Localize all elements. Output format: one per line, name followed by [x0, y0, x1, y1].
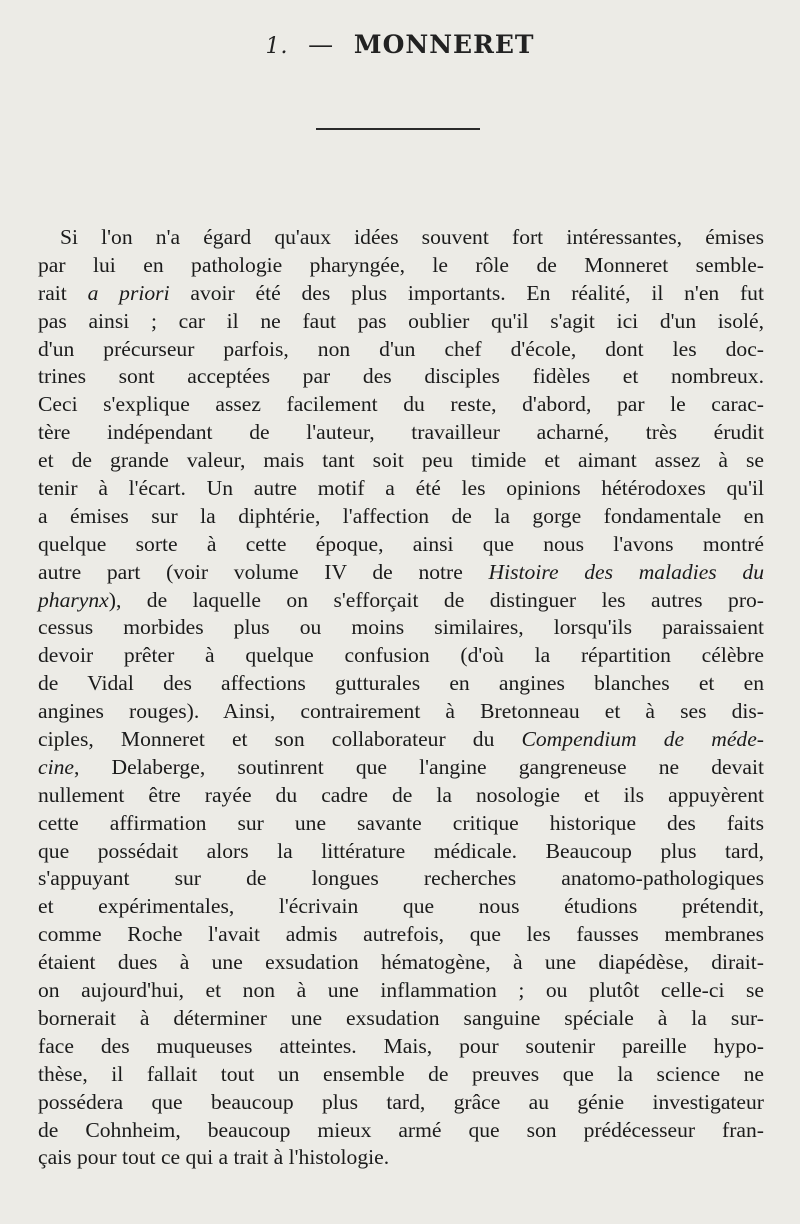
text-line	[38, 1117, 764, 1145]
italic-segment: Compendium de méde-	[521, 727, 765, 752]
text-segment: angines rouges). Ainsi, contrairement à Bretonneau et à ses dis-	[38, 699, 764, 724]
text-line	[38, 363, 764, 391]
text-segment: devoir prêter à quelque confusion (d'où la répartition célèbre	[38, 643, 764, 668]
separator-rule	[316, 128, 480, 130]
text-segment: et de grande valeur, mais tant soit peu timide et aimant assez à se	[38, 448, 764, 473]
chapter-title: MONNERET	[353, 30, 535, 59]
text-line	[38, 503, 764, 531]
text-segment: bornerait à déterminer une exsudation sanguine spéciale à la sur-	[38, 1005, 764, 1030]
text-segment: avoir été des plus importants. En réalité, il n'en fut	[169, 280, 764, 305]
text-line	[38, 893, 764, 921]
text-line	[38, 308, 764, 336]
text-line	[38, 838, 764, 866]
text-line	[38, 949, 764, 977]
text-line	[38, 865, 764, 893]
text-segment: ciples, Monneret et son collaborateur du	[38, 727, 522, 752]
text-line	[38, 280, 764, 308]
text-line	[38, 475, 764, 503]
text-line	[38, 224, 764, 252]
text-line	[38, 726, 764, 754]
text-line	[38, 614, 764, 642]
text-line	[38, 391, 764, 419]
text-line	[38, 587, 764, 615]
heading-dash: —	[308, 30, 335, 59]
text-segment: étaient dues à une exsudation hématogène, à une diapédèse, dirait-	[38, 950, 764, 975]
text-line	[38, 698, 764, 726]
text-segment: autre part (voir volume IV de notre	[38, 559, 489, 584]
text-segment: tère indépendant de l'auteur, travailleur acharné, très érudit	[38, 420, 764, 445]
text-segment: Ceci s'explique assez facilement du reste, d'abord, par le carac-	[38, 392, 764, 417]
text-line	[38, 754, 764, 782]
italic-segment: a priori	[87, 280, 170, 305]
italic-segment: pharynx	[38, 587, 109, 612]
body-paragraph	[38, 224, 764, 1172]
text-line	[38, 336, 764, 364]
text-line	[38, 1033, 764, 1061]
text-segment: cessus morbides plus ou moins similaires, lorsqu'ils paraissaient	[38, 615, 764, 640]
text-segment: que possédait alors la littérature médicale. Beaucoup plus tard,	[38, 838, 764, 863]
text-line	[38, 670, 764, 698]
chapter-number: 1.	[265, 34, 289, 59]
text-line	[38, 419, 764, 447]
text-line	[38, 642, 764, 670]
text-segment: rait	[38, 280, 88, 305]
italic-segment: Histoire des maladies du	[488, 559, 764, 584]
text-segment: thèse, il fallait tout un ensemble de preuves que la science ne	[38, 1061, 764, 1086]
text-line	[38, 559, 764, 587]
text-line	[38, 782, 764, 810]
text-segment: on aujourd'hui, et non à une inflammation ; ou plutôt celle-ci se	[38, 978, 764, 1003]
text-segment: a émises sur la diphtérie, l'affection de la gorge fondamentale en	[38, 503, 764, 528]
text-line	[38, 810, 764, 838]
text-segment: ), de laquelle on s'efforçait de distinguer les autres pro-	[108, 587, 764, 612]
text-line	[38, 531, 764, 559]
text-line	[38, 1144, 764, 1172]
text-segment: pas ainsi ; car il ne faut pas oublier qu'il s'agit ici d'un isolé,	[38, 308, 764, 333]
text-line	[38, 921, 764, 949]
text-segment: de Vidal des affections gutturales en angines blanches et en	[38, 671, 764, 696]
text-segment: s'appuyant sur de longues recherches anatomo-pathologiques	[38, 866, 764, 891]
text-segment: et expérimentales, l'écrivain que nous étudions prétendit,	[38, 894, 764, 919]
text-segment: possédera que beaucoup plus tard, grâce au génie investigateur	[38, 1089, 764, 1114]
text-line	[38, 447, 764, 475]
text-segment: de Cohnheim, beaucoup mieux armé que son prédécesseur fran-	[38, 1117, 764, 1142]
text-segment: d'un précurseur parfois, non d'un chef d'école, dont les doc-	[38, 336, 764, 361]
text-segment: comme Roche l'avait admis autrefois, que les fausses membranes	[38, 922, 764, 947]
text-segment: par lui en pathologie pharyngée, le rôle de Monneret semble-	[38, 252, 764, 277]
text-line	[38, 1005, 764, 1033]
italic-segment: cine	[38, 754, 74, 779]
text-segment: nullement être rayée du cadre de la nosologie et ils appuyèrent	[38, 782, 764, 807]
text-segment: çais pour tout ce qui a trait à l'histologie.	[38, 1145, 390, 1170]
text-line	[38, 252, 764, 280]
text-segment: face des muqueuses atteintes. Mais, pour soutenir pareille hypo-	[38, 1033, 764, 1058]
text-segment: , Delaberge, soutinrent que l'angine gangreneuse ne devait	[73, 754, 764, 779]
text-segment: Si l'on n'a égard qu'aux idées souvent fort intéressantes, émises	[60, 225, 764, 249]
chapter-heading	[0, 30, 800, 59]
text-segment: quelque sorte à cette époque, ainsi que nous l'avons montré	[38, 531, 764, 556]
text-segment: cette affirmation sur une savante critique historique des faits	[38, 810, 764, 835]
text-segment: trines sont acceptées par des disciples fidèles et nombreux.	[38, 364, 764, 389]
text-segment: tenir à l'écart. Un autre motif a été les opinions hétérodoxes qu'il	[38, 476, 764, 501]
text-line	[38, 1061, 764, 1089]
text-line	[38, 1089, 764, 1117]
text-line	[38, 977, 764, 1005]
